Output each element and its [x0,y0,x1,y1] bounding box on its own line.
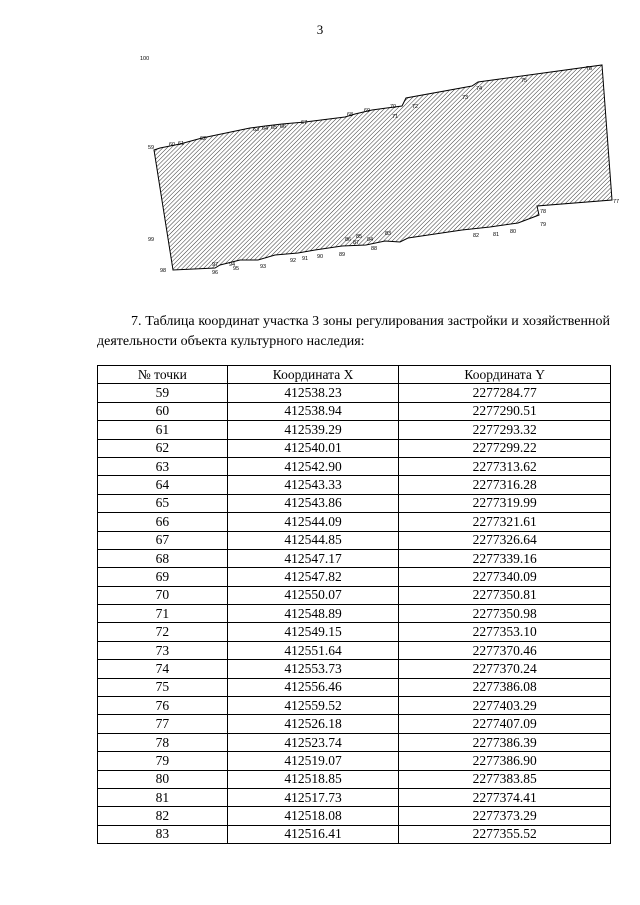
cell-coordinate-x: 412518.85 [227,770,399,788]
plan-point-label: 67 [301,120,308,126]
plan-point-label: 94 [229,262,236,268]
table-row [98,384,611,402]
cell-point-number: 65 [98,494,228,512]
plan-point-label: 100 [140,56,150,62]
page-number: 3 [316,22,324,37]
cell-coordinate-y: 2277319.99 [399,494,611,512]
site-plan-drawing [140,56,630,285]
table-row [98,513,611,531]
plan-point-label: 85 [356,234,363,240]
table-row [98,678,611,696]
cell-coordinate-x: 412517.73 [227,788,399,806]
table-header-row [98,366,611,384]
plan-point-label: 96 [212,270,219,276]
table-row [98,605,611,623]
plan-point-label: 75 [521,78,528,84]
plan-point-label: 64 [262,126,269,132]
cell-coordinate-y: 2277383.85 [399,770,611,788]
cell-coordinate-y: 2277386.08 [399,678,611,696]
plan-point-label: 86 [345,237,352,243]
header-point-number: № точки [98,366,228,384]
cell-point-number: 73 [98,641,228,659]
coordinates-table [97,365,611,844]
table-caption [97,312,610,352]
table-row [98,568,611,586]
table-row [98,421,611,439]
plan-point-label: 71 [392,114,399,120]
plan-point-label: 81 [493,232,500,238]
zone-polygon [154,65,612,270]
table-row [98,770,611,788]
cell-coordinate-y: 2277293.32 [399,421,611,439]
cell-coordinate-y: 2277407.09 [399,715,611,733]
table-row [98,494,611,512]
table-row [98,586,611,604]
table-row [98,825,611,843]
plan-point-label: 77 [613,199,620,205]
plan-point-label: 99 [148,237,155,243]
cell-coordinate-x: 412547.17 [227,549,399,567]
cell-coordinate-y: 2277321.61 [399,513,611,531]
cell-point-number: 66 [98,513,228,531]
cell-coordinate-y: 2277339.16 [399,549,611,567]
plan-point-label: 84 [367,237,374,243]
cell-coordinate-y: 2277350.98 [399,605,611,623]
plan-point-label: 69 [364,108,371,114]
plan-point-label: 66 [280,124,287,130]
cell-coordinate-y: 2277373.29 [399,807,611,825]
cell-coordinate-x: 412559.52 [227,697,399,715]
cell-point-number: 61 [98,421,228,439]
table-body [98,384,611,844]
caption-text: 7. Таблица координат участка 3 зоны регулирования застройки и хозяйственной деятельности объекта культурного наследия: [97,314,610,349]
cell-coordinate-y: 2277353.10 [399,623,611,641]
cell-point-number: 69 [98,568,228,586]
plan-point-label: 74 [476,86,483,92]
cell-coordinate-y: 2277370.46 [399,641,611,659]
plan-point-label: 95 [233,266,240,272]
cell-point-number: 81 [98,788,228,806]
cell-coordinate-x: 412543.33 [227,476,399,494]
table-row [98,752,611,770]
cell-point-number: 74 [98,660,228,678]
cell-point-number: 82 [98,807,228,825]
cell-point-number: 75 [98,678,228,696]
cell-coordinate-x: 412526.18 [227,715,399,733]
plan-point-label: 93 [260,264,267,270]
cell-point-number: 70 [98,586,228,604]
cell-coordinate-x: 412550.07 [227,586,399,604]
cell-coordinate-y: 2277340.09 [399,568,611,586]
plan-point-label: 63 [253,127,260,133]
cell-coordinate-y: 2277374.41 [399,788,611,806]
cell-coordinate-y: 2277313.62 [399,457,611,475]
plan-point-label: 76 [586,66,593,72]
table-row [98,660,611,678]
plan-point-label: 92 [290,258,297,264]
cell-coordinate-y: 2277350.81 [399,586,611,604]
table-row [98,402,611,420]
cell-point-number: 77 [98,715,228,733]
cell-coordinate-x: 412516.41 [227,825,399,843]
cell-coordinate-x: 412538.23 [227,384,399,402]
cell-coordinate-x: 412544.09 [227,513,399,531]
plan-point-label: 59 [148,145,155,151]
cell-coordinate-y: 2277355.52 [399,825,611,843]
table-row [98,697,611,715]
cell-coordinate-y: 2277284.77 [399,384,611,402]
cell-coordinate-x: 412556.46 [227,678,399,696]
plan-point-label: 82 [473,233,480,239]
table-row [98,457,611,475]
plan-point-label: 97 [212,262,219,268]
cell-coordinate-x: 412518.08 [227,807,399,825]
plan-point-label: 61 [178,141,185,147]
plan-point-label: 60 [169,142,176,148]
cell-point-number: 62 [98,439,228,457]
table-row [98,623,611,641]
cell-coordinate-y: 2277299.22 [399,439,611,457]
cell-coordinate-x: 412549.15 [227,623,399,641]
cell-point-number: 79 [98,752,228,770]
cell-point-number: 60 [98,402,228,420]
cell-point-number: 80 [98,770,228,788]
table-row [98,439,611,457]
plan-point-label: 79 [540,222,547,228]
cell-point-number: 72 [98,623,228,641]
cell-point-number: 67 [98,531,228,549]
cell-coordinate-x: 412540.01 [227,439,399,457]
plan-point-label: 98 [160,268,167,274]
cell-point-number: 76 [98,697,228,715]
table-row [98,476,611,494]
cell-coordinate-x: 412542.90 [227,457,399,475]
cell-point-number: 63 [98,457,228,475]
plan-point-label: 90 [317,254,324,260]
cell-point-number: 83 [98,825,228,843]
cell-point-number: 78 [98,733,228,751]
cell-coordinate-x: 412543.86 [227,494,399,512]
plan-point-label: 72 [412,104,419,110]
cell-coordinate-x: 412538.94 [227,402,399,420]
plan-point-label: 83 [385,231,392,237]
cell-coordinate-x: 412553.73 [227,660,399,678]
plan-point-label: 87 [353,240,360,246]
cell-coordinate-y: 2277386.90 [399,752,611,770]
plan-point-label: 80 [510,229,517,235]
table-row [98,715,611,733]
cell-coordinate-x: 412539.29 [227,421,399,439]
plan-point-label: 91 [302,256,309,262]
plan-point-label: 68 [347,112,354,118]
table-row [98,807,611,825]
plan-point-label: 89 [339,252,346,258]
plan-point-label: 78 [540,209,547,215]
header-coordinate-y: Координата Y [399,366,611,384]
cell-coordinate-y: 2277316.28 [399,476,611,494]
cell-coordinate-x: 412547.82 [227,568,399,586]
plan-point-label: 70 [390,104,397,110]
plan-point-label: 62 [200,136,207,142]
cell-coordinate-x: 412544.85 [227,531,399,549]
cell-coordinate-y: 2277370.24 [399,660,611,678]
cell-coordinate-x: 412551.64 [227,641,399,659]
plan-point-label: 65 [271,125,278,131]
table-row [98,788,611,806]
table-row [98,531,611,549]
cell-coordinate-y: 2277326.64 [399,531,611,549]
cell-point-number: 71 [98,605,228,623]
plan-point-label: 88 [371,246,378,252]
cell-point-number: 64 [98,476,228,494]
cell-coordinate-x: 412548.89 [227,605,399,623]
cell-coordinate-y: 2277403.29 [399,697,611,715]
cell-coordinate-y: 2277290.51 [399,402,611,420]
table-row [98,641,611,659]
table-row [98,549,611,567]
cell-coordinate-x: 412523.74 [227,733,399,751]
cell-point-number: 59 [98,384,228,402]
cell-point-number: 68 [98,549,228,567]
table-row [98,733,611,751]
cell-coordinate-y: 2277386.39 [399,733,611,751]
header-coordinate-x: Координата X [227,366,399,384]
plan-point-label: 73 [462,95,469,101]
cell-coordinate-x: 412519.07 [227,752,399,770]
